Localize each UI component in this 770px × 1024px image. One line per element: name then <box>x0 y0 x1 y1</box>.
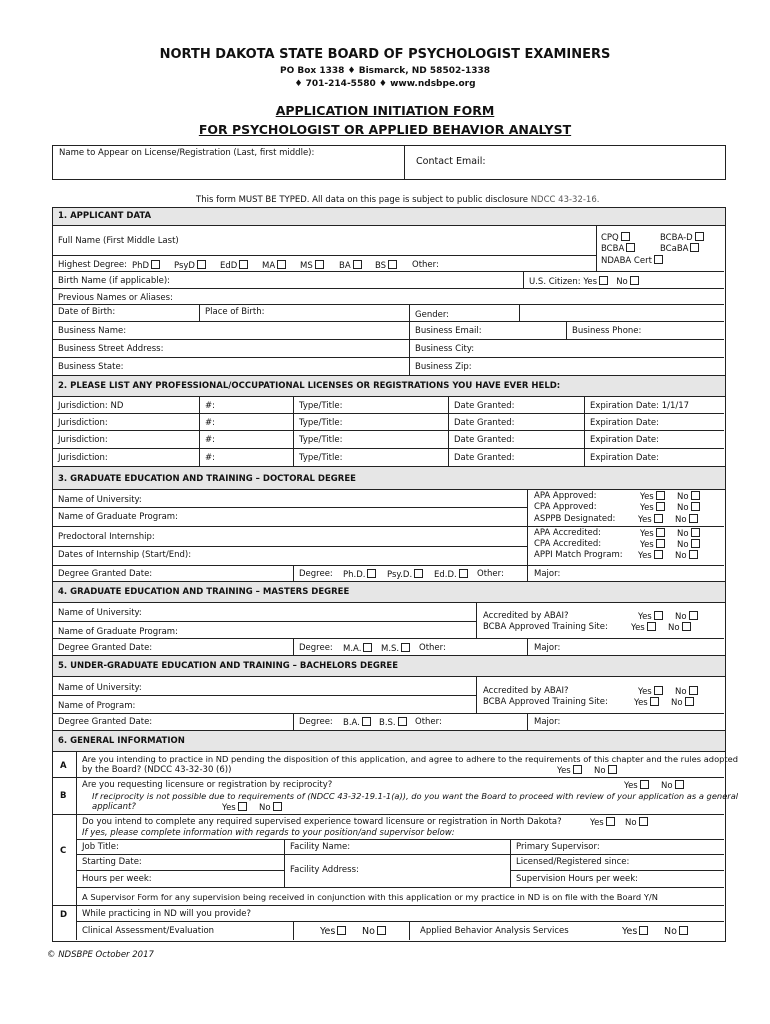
masters-degree-label: Degree: <box>299 643 333 653</box>
license-row-4-expiration[interactable]: Expiration Date: <box>590 453 660 463</box>
item-b-text-1: Are you requesting licensure or registration by reciprocity? <box>82 780 333 790</box>
degree-other[interactable]: Other: <box>412 260 439 270</box>
form-title: APPLICATION INITIATION FORM <box>275 103 495 118</box>
doctoral-psyd[interactable]: Psy.D. <box>387 569 423 580</box>
apa-approved-label: APA Approved: <box>534 491 597 501</box>
cpa-approved-yes[interactable]: Yes <box>640 502 665 513</box>
cpa-approved-label: CPA Approved: <box>534 502 597 512</box>
checkbox-icon[interactable] <box>197 260 206 269</box>
doctoral-university-label[interactable]: Name of University: <box>58 495 142 505</box>
checkbox-icon[interactable] <box>459 569 468 578</box>
item-c-text-2: If yes, please complete information with regards to your position/and supervisor below: <box>82 828 455 838</box>
section-2-title: 2. PLEASE LIST ANY PROFESSIONAL/OCCUPATIONAL LICENSES OR REGISTRATIONS YOU HAVE EVER HELD: <box>58 381 561 391</box>
asppb-label: ASPPB Designated: <box>534 514 616 524</box>
bachelors-bcba-no[interactable]: No <box>671 697 694 708</box>
checkbox-icon[interactable] <box>640 780 649 789</box>
item-a-no[interactable]: No <box>594 765 617 776</box>
form-subtitle: FOR PSYCHOLOGIST OR APPLIED BEHAVIOR ANALYST <box>198 122 572 137</box>
checkbox-icon[interactable] <box>238 802 247 811</box>
checkbox-icon[interactable] <box>689 550 698 559</box>
apa-accredited-no[interactable]: No <box>677 528 700 539</box>
degree-bs[interactable]: BS <box>375 260 397 271</box>
cpq-checkbox[interactable]: CPQ <box>601 232 630 243</box>
checkbox-icon[interactable] <box>606 817 615 826</box>
zip-label[interactable]: Business Zip: <box>415 362 472 372</box>
item-c-no[interactable]: No <box>625 817 648 828</box>
aba-services-label: Applied Behavior Analysis Services <box>420 926 569 936</box>
license-row-3-granted[interactable]: Date Granted: <box>454 435 515 445</box>
street-label[interactable]: Business Street Address: <box>58 344 164 354</box>
clinical-yes[interactable]: Yes <box>320 926 346 937</box>
item-b-general-yes[interactable]: Yes <box>222 802 247 813</box>
license-row-4-type[interactable]: Type/Title: <box>299 453 343 463</box>
bachelors-abai-no[interactable]: No <box>675 686 698 697</box>
checkbox-icon[interactable] <box>398 717 407 726</box>
full-name-label[interactable]: Full Name (First Middle Last) <box>58 236 179 246</box>
supervision-hours-label[interactable]: Supervision Hours per week: <box>516 874 638 884</box>
license-row-3-type[interactable]: Type/Title: <box>299 435 343 445</box>
section-5-title: 5. UNDER-GRADUATE EDUCATION AND TRAINING – BACHELORS DEGREE <box>58 661 399 671</box>
bachelors-bcba-yes[interactable]: Yes <box>634 697 659 708</box>
checkbox-icon[interactable] <box>654 550 663 559</box>
bachelors-major[interactable]: Major: <box>534 717 561 727</box>
city-label[interactable]: Business City: <box>415 344 475 354</box>
checkbox-icon[interactable] <box>621 232 630 241</box>
degree-phd[interactable]: PhD <box>132 260 160 271</box>
footer-copyright: © NDSBPE October 2017 <box>47 950 154 960</box>
business-email-label[interactable]: Business Email: <box>415 326 482 336</box>
license-row-2-jurisdiction[interactable]: Jurisdiction: <box>58 418 108 428</box>
checkbox-icon[interactable] <box>639 817 648 826</box>
item-c-label: C <box>60 846 67 856</box>
org-title: NORTH DAKOTA STATE BOARD OF PSYCHOLOGIST EXAMINERS <box>159 47 611 62</box>
license-row-3-jurisdiction[interactable]: Jurisdiction: <box>58 435 108 445</box>
checkbox-icon[interactable] <box>682 622 691 631</box>
ndaba-checkbox[interactable]: NDABA Cert <box>601 255 663 266</box>
checkbox-icon[interactable] <box>630 276 639 285</box>
bachelors-university-label[interactable]: Name of University: <box>58 683 142 693</box>
license-name-label: Name to Appear on License/Registration (Last, first middle): <box>59 148 315 158</box>
checkbox-icon[interactable] <box>654 514 663 523</box>
checkbox-icon[interactable] <box>362 717 371 726</box>
highest-degree-label: Highest Degree: <box>58 260 128 270</box>
checkbox-icon[interactable] <box>639 926 648 935</box>
license-row-4-number[interactable]: #: <box>205 453 215 463</box>
pob-label[interactable]: Place of Birth: <box>205 307 265 317</box>
checkbox-icon[interactable] <box>654 686 663 695</box>
checkbox-icon[interactable] <box>377 926 386 935</box>
internship-label[interactable]: Predoctoral Internship: <box>58 532 155 542</box>
section-3-title: 3. GRADUATE EDUCATION AND TRAINING – DOCTORAL DEGREE <box>58 474 356 484</box>
doctoral-edd[interactable]: Ed.D. <box>434 569 468 580</box>
cpa-accredited-label: CPA Accredited: <box>534 539 602 549</box>
bachelors-abai-yes[interactable]: Yes <box>638 686 663 697</box>
bachelors-abai-label: Accredited by ABAI? <box>483 686 569 696</box>
checkbox-icon[interactable] <box>626 243 635 252</box>
apa-approved-no[interactable]: No <box>677 491 700 502</box>
checkbox-icon[interactable] <box>689 514 698 523</box>
item-d-label: D <box>60 910 68 920</box>
bachelors-bcba-site-label: BCBA Approved Training Site: <box>483 697 608 707</box>
degree-ms[interactable]: MS <box>300 260 324 271</box>
license-row-3-expiration[interactable]: Expiration Date: <box>590 435 660 445</box>
aba-no[interactable]: No <box>664 926 688 937</box>
checkbox-icon[interactable] <box>401 643 410 652</box>
item-d-text: While practicing in ND will you provide? <box>82 909 251 919</box>
section-6-title: 6. GENERAL INFORMATION <box>58 736 185 746</box>
item-a-yes[interactable]: Yes <box>557 765 582 776</box>
checkbox-icon[interactable] <box>647 622 656 631</box>
clinical-assessment-label: Clinical Assessment/Evaluation <box>82 926 215 936</box>
checkbox-icon[interactable] <box>654 255 663 264</box>
clinical-no[interactable]: No <box>362 926 386 937</box>
checkbox-icon[interactable] <box>691 502 700 511</box>
checkbox-icon[interactable] <box>691 528 700 537</box>
checkbox-icon[interactable] <box>277 260 286 269</box>
item-c-text-1: Do you intend to complete any required supervised experience toward licensure or registration in North Dakota? <box>82 817 562 827</box>
checkbox-icon[interactable] <box>573 765 582 774</box>
masters-abai-no[interactable]: No <box>675 611 698 622</box>
checkbox-icon[interactable] <box>656 528 665 537</box>
section-4-title: 4. GRADUATE EDUCATION AND TRAINING – MASTERS DEGREE <box>58 587 350 597</box>
masters-other[interactable]: Other: <box>419 643 446 653</box>
license-row-1-expiration[interactable]: Expiration Date: 1/1/17 <box>590 401 690 411</box>
item-b-text-2: If reciprocity is not possible due to requirements of (NDCC 43-32-19.1-1(a)), do you want the Board to proceed with review of your application as a general <box>92 791 739 801</box>
checkbox-icon[interactable] <box>685 697 694 706</box>
item-a-text-1: Are you intending to practice in ND pending the disposition of this application, and agree to adhere to the requirements of this chapter and the rules adopted <box>82 754 739 764</box>
org-address: PO Box 1338 ♦ Bismarck, ND 58502-1338 <box>279 66 491 76</box>
bcba-checkbox[interactable]: BCBA <box>601 243 635 254</box>
masters-program-label[interactable]: Name of Graduate Program: <box>58 627 178 637</box>
degree-edd[interactable]: EdD <box>220 260 248 271</box>
checkbox-icon[interactable] <box>675 780 684 789</box>
doctoral-program-label[interactable]: Name of Graduate Program: <box>58 512 178 522</box>
license-row-4-jurisdiction[interactable]: Jurisdiction: <box>58 453 108 463</box>
item-c-yes[interactable]: Yes <box>590 817 615 828</box>
item-a-text-2: by the Board? (NDCC 43-32-30 (6)) <box>82 765 232 775</box>
degree-ma[interactable]: MA <box>262 260 286 271</box>
license-row-1-granted[interactable]: Date Granted: <box>454 401 515 411</box>
section-1-header <box>52 207 726 226</box>
item-b-yes[interactable]: Yes <box>624 780 649 791</box>
bcaba-checkbox[interactable]: BCaBA <box>660 243 699 254</box>
job-title-label[interactable]: Job Title: <box>82 842 119 852</box>
checkbox-icon[interactable] <box>689 611 698 620</box>
license-row-2-type[interactable]: Type/Title: <box>299 418 343 428</box>
public-notice: This form MUST BE TYPED. All data on this page is subject to public disclosure NDCC 43-32-16. <box>196 195 600 205</box>
supervisor-form-statement[interactable]: A Supervisor Form for any supervision being received in conjunction with this application or my practice in ND is on file with the Board Y/N <box>82 892 658 902</box>
cpa-accredited-no[interactable]: No <box>677 539 700 550</box>
checkbox-icon[interactable] <box>315 260 324 269</box>
masters-granted-label[interactable]: Degree Granted Date: <box>58 643 153 653</box>
business-name-label[interactable]: Business Name: <box>58 326 127 336</box>
bachelors-ba[interactable]: B.A. <box>343 717 371 728</box>
us-citizen-field[interactable]: U.S. Citizen: Yes No <box>529 276 639 287</box>
checkbox-icon[interactable] <box>273 802 282 811</box>
masters-ms[interactable]: M.S. <box>381 643 410 654</box>
bachelors-program-label[interactable]: Name of Program: <box>58 701 136 711</box>
birth-name-label[interactable]: Birth Name (if applicable): <box>58 276 171 286</box>
doctoral-major[interactable]: Major: <box>534 569 561 579</box>
checkbox-icon[interactable] <box>337 926 346 935</box>
licensed-since-label[interactable]: Licensed/Registered since: <box>516 857 630 867</box>
bcbad-checkbox[interactable]: BCBA-D <box>660 232 704 243</box>
checkbox-icon[interactable] <box>691 539 700 548</box>
degree-psyd[interactable]: PsyD <box>174 260 206 271</box>
section-1-title: 1. APPLICANT DATA <box>58 211 152 221</box>
org-contact: ♦ 701-214-5580 ♦ www.ndsbpe.org <box>294 79 476 89</box>
doctoral-degree-label: Degree: <box>299 569 333 579</box>
checkbox-icon[interactable] <box>679 926 688 935</box>
item-b-no[interactable]: No <box>661 780 684 791</box>
apa-accredited-label: APA Accredited: <box>534 528 602 538</box>
internship-dates-label[interactable]: Dates of Internship (Start/End): <box>58 550 192 560</box>
starting-date-label[interactable]: Starting Date: <box>82 857 142 867</box>
checkbox-icon[interactable] <box>656 491 665 500</box>
appi-yes[interactable]: Yes <box>638 550 663 561</box>
checkbox-icon[interactable] <box>599 276 608 285</box>
facility-address-label[interactable]: Facility Address: <box>290 865 359 875</box>
previous-names-label[interactable]: Previous Names or Aliases: <box>58 293 173 303</box>
hours-per-week-label[interactable]: Hours per week: <box>82 874 152 884</box>
item-a-label: A <box>60 761 67 771</box>
checkbox-icon[interactable] <box>239 260 248 269</box>
facility-name-label[interactable]: Facility Name: <box>290 842 351 852</box>
bachelors-other[interactable]: Other: <box>415 717 442 727</box>
checkbox-icon[interactable] <box>654 611 663 620</box>
doctoral-granted-label[interactable]: Degree Granted Date: <box>58 569 153 579</box>
license-row-4-granted[interactable]: Date Granted: <box>454 453 515 463</box>
checkbox-icon[interactable] <box>388 260 397 269</box>
bachelors-degree-label: Degree: <box>299 717 333 727</box>
apa-accredited-yes[interactable]: Yes <box>640 528 665 539</box>
masters-bcba-site-label: BCBA Approved Training Site: <box>483 622 608 632</box>
checkbox-icon[interactable] <box>689 686 698 695</box>
license-row-2-granted[interactable]: Date Granted: <box>454 418 515 428</box>
appi-label: APPI Match Program: <box>534 550 623 560</box>
checkbox-icon[interactable] <box>414 569 423 578</box>
masters-bcba-yes[interactable]: Yes <box>631 622 656 633</box>
aba-yes[interactable]: Yes <box>622 926 648 937</box>
masters-university-label[interactable]: Name of University: <box>58 608 142 618</box>
doctoral-other[interactable]: Other: <box>477 569 504 579</box>
checkbox-icon[interactable] <box>656 502 665 511</box>
license-row-1-jurisdiction[interactable]: Jurisdiction: ND <box>58 401 124 411</box>
license-row-3-number[interactable]: #: <box>205 435 215 445</box>
masters-bcba-no[interactable]: No <box>668 622 691 633</box>
bachelors-granted-label[interactable]: Degree Granted Date: <box>58 717 153 727</box>
checkbox-icon[interactable] <box>353 260 362 269</box>
degree-ba[interactable]: BA <box>339 260 362 271</box>
item-b-text-3: applicant? <box>92 802 136 812</box>
cpa-accredited-yes[interactable]: Yes <box>640 539 665 550</box>
checkbox-icon[interactable] <box>367 569 376 578</box>
asppb-no[interactable]: No <box>675 514 698 525</box>
dob-label[interactable]: Date of Birth: <box>58 307 116 317</box>
appi-no[interactable]: No <box>675 550 698 561</box>
masters-major[interactable]: Major: <box>534 643 561 653</box>
license-row-1-type[interactable]: Type/Title: <box>299 401 343 411</box>
checkbox-icon[interactable] <box>695 232 704 241</box>
checkbox-icon[interactable] <box>656 539 665 548</box>
checkbox-icon[interactable] <box>690 243 699 252</box>
contact-email-label: Contact Email: <box>416 156 486 167</box>
primary-supervisor-label[interactable]: Primary Supervisor: <box>516 842 600 852</box>
item-b-general-no[interactable]: No <box>259 802 282 813</box>
checkbox-icon[interactable] <box>151 260 160 269</box>
masters-ma[interactable]: M.A. <box>343 643 372 654</box>
apa-approved-yes[interactable]: Yes <box>640 491 665 502</box>
gender-label[interactable]: Gender: <box>415 310 450 320</box>
checkbox-icon[interactable] <box>363 643 372 652</box>
license-row-2-expiration[interactable]: Expiration Date: <box>590 418 660 428</box>
item-b-label: B <box>60 791 67 801</box>
bachelors-bs[interactable]: B.S. <box>379 717 407 728</box>
state-label[interactable]: Business State: <box>58 362 124 372</box>
business-phone-label[interactable]: Business Phone: <box>572 326 642 336</box>
masters-abai-label: Accredited by ABAI? <box>483 611 569 621</box>
license-row-2-number[interactable]: #: <box>205 418 215 428</box>
doctoral-phd[interactable]: Ph.D. <box>343 569 376 580</box>
cpa-approved-no[interactable]: No <box>677 502 700 513</box>
checkbox-icon[interactable] <box>608 765 617 774</box>
checkbox-icon[interactable] <box>691 491 700 500</box>
masters-abai-yes[interactable]: Yes <box>638 611 663 622</box>
checkbox-icon[interactable] <box>650 697 659 706</box>
asppb-yes[interactable]: Yes <box>638 514 663 525</box>
license-row-1-number[interactable]: #: <box>205 401 215 411</box>
